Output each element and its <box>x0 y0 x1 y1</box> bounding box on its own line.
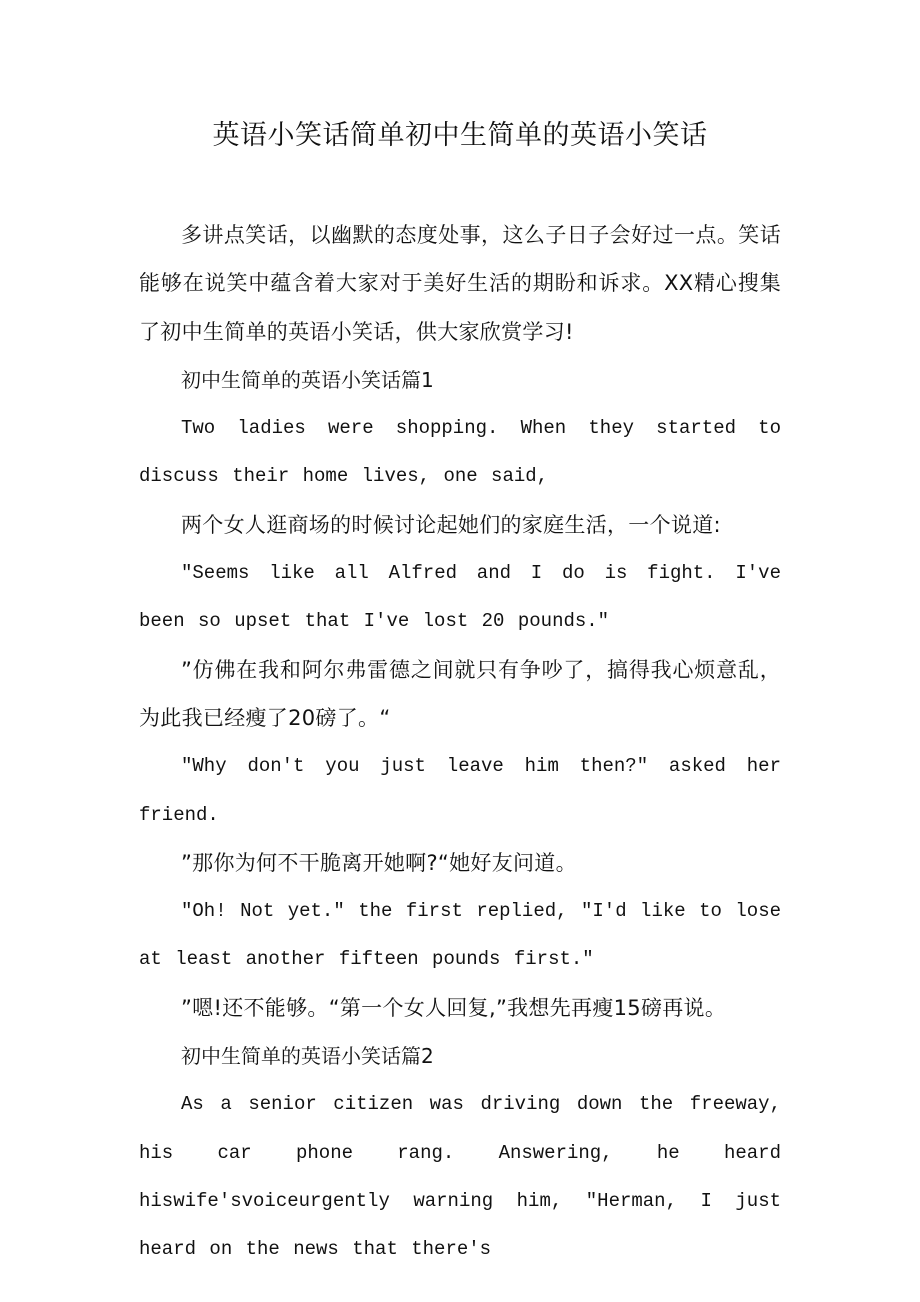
joke1-english-line-1: Two ladies were shopping. When they started to discuss their home lives, one said, <box>139 417 781 488</box>
document-title: 英语小笑话简单初中生简单的英语小笑话 <box>212 120 708 151</box>
joke1-chinese-line-1: 两个女人逛商场的时候讨论起她们的家庭生活，一个说道: <box>181 512 721 537</box>
section-heading-2: 初中生简单的英语小笑话篇2 <box>181 1044 434 1069</box>
joke1-english-line-3: "Why don't you just leave him then?" asked her friend. <box>139 755 781 826</box>
joke1-chinese-line-3: ”那你为何不干脆离开她啊?“她好友问道。 <box>181 850 577 875</box>
joke1-english-line-2: "Seems like all Alfred and I do is fight. I've been so upset that I've lost 20 pounds." <box>139 562 781 633</box>
document-body <box>139 211 781 1274</box>
joke2-english-line-1: As a senior citizen was driving down the freeway, his car phone rang. Answering, he heard hiswife'svoiceurgently warning him, "Herman, I just heard on the news that there's <box>139 1093 781 1261</box>
section-heading-1: 初中生简单的英语小笑话篇1 <box>181 367 434 392</box>
joke1-chinese-line-2: ”仿佛在我和阿尔弗雷德之间就只有争吵了，搞得我心烦意乱，为此我已经瘦了20磅了。“ <box>139 657 781 730</box>
joke1-english-line-4: "Oh! Not yet." the first replied, "I'd like to lose at least another fifteen pounds first." <box>139 900 781 971</box>
intro-paragraph: 多讲点笑话，以幽默的态度处事，这么子日子会好过一点。笑话能够在说笑中蕴含着大家对于美好生活的期盼和诉求。XX精心搜集了初中生简单的英语小笑话，供大家欣赏学习! <box>139 223 781 344</box>
joke1-chinese-line-4: ”嗯!还不能够。“第一个女人回复,”我想先再瘦15磅再说。 <box>181 995 727 1020</box>
